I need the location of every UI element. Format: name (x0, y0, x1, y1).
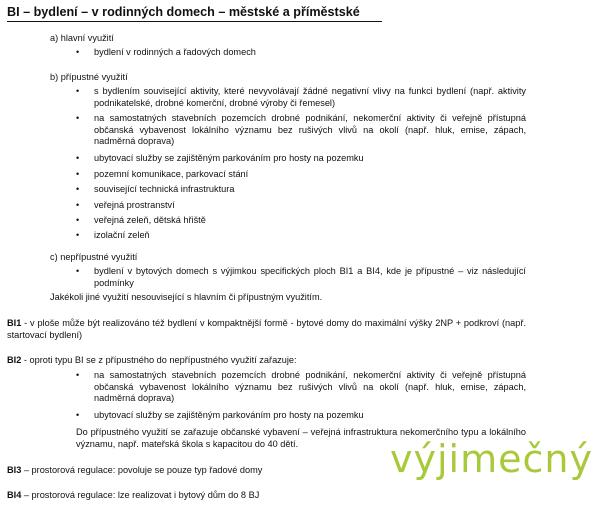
bi4-paragraph (7, 490, 259, 502)
list-item: na samostatných stavebních pozemcích drobné podnikání, nekomerční aktivity či veřejně přístupná občanská vybavenost lokálního významu bez rušivých vlivů na okolí (např. hluk, emise, zápach, nadměrná doprava) (94, 113, 526, 146)
bi2-code: BI2 (7, 355, 22, 365)
list-item: ubytovací služby se zajištěným parkováním pro hosty na pozemku (94, 410, 364, 420)
list-item: s bydlením související aktivity, které nevyvolávají žádné negativní vlivy na funkci bydlení (např. aktivity podnikatelské, drobné komerční, drobné výroby či řemesel) (94, 86, 526, 108)
list-item: ubytovací služby se zajištěným parkováním pro hosty na pozemku (94, 153, 364, 163)
bullet-icon: • (76, 113, 80, 123)
list-item: bydlení v rodinných a řadových domech (94, 47, 256, 57)
list-item: pozemní komunikace, parkovací stání (94, 169, 249, 179)
bullet-icon: • (76, 200, 80, 210)
list-item: související technická infrastruktura (94, 184, 235, 194)
bi1-code: BI1 (7, 318, 22, 328)
list-item: bydlení v bytových domech s výjimkou specifických ploch BI1 a BI4, kde je přípustné – viz následující podmínky (94, 266, 526, 288)
bi2-text: - oproti typu BI se z přípustného do nepřípustného využití zařazuje: (21, 355, 297, 365)
bi4-code: BI4 (7, 490, 22, 500)
bi2-note: Do přípustného využití se zařazuje občanské vybavení – veřejná infrastruktura nekomerčního typu a lokálního významu, např. mateřská škola s kapacitou do 40 dětí. (76, 427, 526, 449)
bullet-icon: • (76, 86, 80, 96)
bi1-paragraph (7, 318, 526, 341)
bullet-icon: • (76, 169, 80, 179)
bullet-icon: • (76, 266, 80, 276)
bullet-icon: • (76, 410, 80, 420)
bullet-icon: • (76, 184, 80, 194)
section-c-note: Jakékoli jiné využití nesouvisející s hlavním či přípustným využitím. (50, 292, 323, 302)
section-a-heading: a) hlavní využití (50, 33, 114, 43)
list-item: na samostatných stavebních pozemcích drobné podnikání, nekomerční aktivity či veřejně přístupná občanská vybavenost lokálního významu bez rušivých vlivů na okolí (např. hluk, emise, zápach, nadměrná doprava) (94, 370, 526, 403)
exception-stamp: výjimečný (390, 437, 593, 481)
section-c-heading: c) nepřípustné využití (50, 252, 138, 262)
list-item: izolační zeleň (94, 230, 150, 240)
bi3-code: BI3 (7, 465, 22, 475)
bi2-paragraph (7, 355, 297, 367)
bullet-icon: • (76, 47, 80, 57)
bullet-icon: • (76, 153, 80, 163)
list-item: veřejná prostranství (94, 200, 175, 210)
list-item: veřejná zeleň, dětská hřiště (94, 215, 206, 225)
bi3-text: – prostorová regulace: povoluje se pouze typ řadové domy (21, 465, 263, 475)
bi4-text: – prostorová regulace: lze realizovat i bytový dům do 8 BJ (21, 490, 260, 500)
bi3-paragraph (7, 465, 262, 477)
section-b-heading: b) přípustné využití (50, 72, 128, 82)
page-title: BI – bydlení – v rodinných domech – městské a příměstské (7, 5, 382, 22)
bullet-icon: • (76, 230, 80, 240)
bullet-icon: • (76, 370, 80, 380)
bi1-text: - v ploše může být realizováno též bydlení v kompaktnější formě - bytové domy do maximální výšky 2NP + podkroví (např. startovací bydlení) (7, 318, 526, 340)
bullet-icon: • (76, 215, 80, 225)
